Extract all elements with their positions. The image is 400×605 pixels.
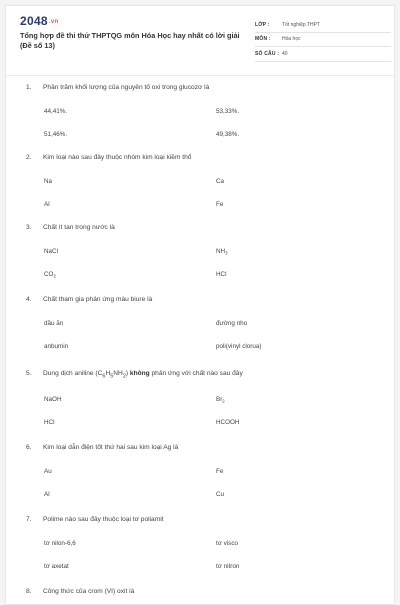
logo-text: 2048: [20, 14, 48, 28]
question-4: [20, 296, 390, 356]
option-a[interactable]: dầu ăn: [44, 320, 64, 327]
option-b[interactable]: tơ visco: [216, 540, 238, 547]
page-header: [6, 6, 394, 76]
question-text: Chất tham gia phản ứng màu biure là: [43, 296, 153, 303]
meta-label: LỚP :: [255, 21, 270, 28]
option-d[interactable]: tơ nitron: [216, 563, 240, 570]
option-b[interactable]: $NH_3$: [216, 248, 228, 256]
option-c[interactable]: anbumin: [44, 343, 69, 350]
question-text: Kim loại dẫn điện tốt thứ hai sau kim loại Ag là: [43, 444, 179, 451]
question-7: [20, 516, 390, 576]
header-divider: [6, 75, 394, 76]
question-text: Công thức của crom (VI) oxit là: [43, 588, 135, 595]
meta-value: Hóa học: [282, 36, 301, 43]
question-text: [43, 370, 243, 379]
option-a[interactable]: 44,41%.: [44, 108, 68, 115]
option-a[interactable]: Na: [44, 178, 53, 185]
meta-value: 40: [282, 50, 288, 57]
option-a[interactable]: tơ nilon-6,6: [44, 540, 76, 547]
option-d[interactable]: Fe: [216, 201, 224, 208]
question-number: 4.: [26, 296, 32, 303]
option-d[interactable]: HCOOH: [216, 419, 240, 426]
question-number: 5.: [26, 370, 32, 377]
question-1: [20, 84, 390, 144]
option-c[interactable]: HCl: [44, 419, 55, 426]
option-a[interactable]: NaCl: [44, 248, 58, 255]
question-number: 1.: [26, 84, 32, 91]
question-number: 7.: [26, 516, 32, 523]
question-text: Chất ít tan trong nước là: [43, 224, 115, 231]
document-meta: [255, 18, 391, 62]
option-d[interactable]: Cu: [216, 491, 225, 498]
option-b[interactable]: Ca: [216, 178, 225, 185]
option-a[interactable]: Au: [44, 468, 52, 475]
question-number: 3.: [26, 224, 32, 231]
option-b[interactable]: đường nho: [216, 320, 248, 327]
question-text: Kim loại nào sau đây thuộc nhóm kim loại kiềm thổ: [43, 154, 192, 161]
option-b[interactable]: 53,33%.: [216, 108, 240, 115]
option-d[interactable]: HCl: [216, 271, 227, 278]
question-text: Phần trăm khối lượng của nguyên tố oxi trong glucozơ là: [43, 84, 210, 91]
option-b[interactable]: $Br_2$: [216, 396, 225, 404]
question-emphasis: không: [129, 370, 150, 377]
option-a[interactable]: NaOH: [44, 396, 62, 403]
meta-label: SỐ CÂU :: [255, 50, 280, 57]
option-c[interactable]: $CO_2$: [44, 271, 56, 279]
question-number: 6.: [26, 444, 32, 451]
document-title: Tổng hợp đề thi thử THPTQG môn Hóa Học hay nhất có lời giải (Đề số 13): [20, 31, 240, 50]
question-5: [20, 370, 390, 430]
question-3: [20, 224, 390, 284]
question-2: [20, 154, 390, 214]
option-c[interactable]: Al: [44, 201, 50, 208]
option-d[interactable]: poli(vinyl clorua): [216, 343, 262, 350]
question-text: Polime nào sau đây thuộc loại tơ poliamit: [43, 516, 164, 523]
option-c[interactable]: Al: [44, 491, 50, 498]
logo-suffix: .vn: [48, 18, 59, 25]
option-c[interactable]: tơ axetat: [44, 563, 69, 570]
option-d[interactable]: 49,38%.: [216, 131, 240, 138]
meta-value: Tốt nghiệp THPT: [282, 21, 320, 28]
meta-row-question-count: [255, 47, 391, 62]
question-6: [20, 444, 390, 504]
option-b[interactable]: Fe: [216, 468, 224, 475]
question-text-part: Dung dịch aniline $(C_6H_5NH_2)$: [43, 370, 130, 380]
question-number: 2.: [26, 154, 32, 161]
question-number: 8.: [26, 588, 32, 595]
option-c[interactable]: 51,46%.: [44, 131, 68, 138]
meta-row-subject: [255, 33, 391, 48]
exam-page: [5, 5, 395, 605]
meta-label: MÔN :: [255, 36, 271, 43]
question-text-part: phản ứng với chất nào sau đây: [149, 370, 243, 377]
meta-row-class: [255, 18, 391, 33]
